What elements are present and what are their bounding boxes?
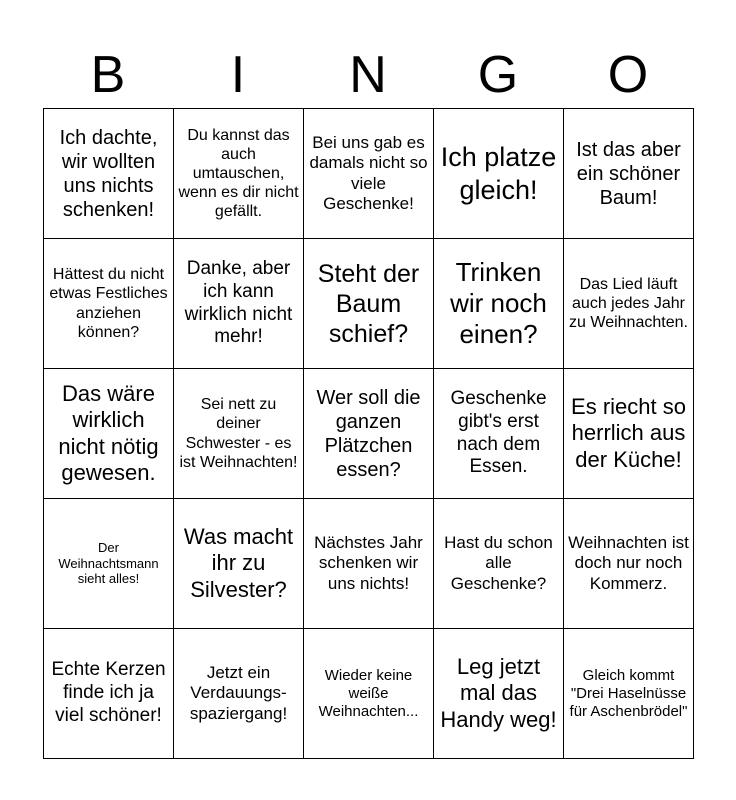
bingo-cell[interactable]: Das wäre wirklich nicht nötig gewesen. bbox=[44, 369, 174, 499]
header-letter-g: G bbox=[477, 46, 519, 104]
bingo-row bbox=[44, 369, 694, 499]
bingo-row bbox=[44, 499, 694, 629]
bingo-cell[interactable]: Ich dachte, wir wollten uns nichts schenken! bbox=[44, 109, 174, 239]
bingo-row bbox=[44, 109, 694, 239]
bingo-cell[interactable]: Echte Kerzen finde ich ja viel schöner! bbox=[44, 629, 174, 759]
bingo-cell[interactable]: Leg jetzt mal das Handy weg! bbox=[434, 629, 564, 759]
header-letter-i: I bbox=[230, 46, 246, 104]
bingo-cell[interactable]: Du kannst das auch umtauschen, wenn es dir nicht gefällt. bbox=[174, 109, 304, 239]
bingo-cell[interactable]: Sei nett zu deiner Schwester - es ist Weihnachten! bbox=[174, 369, 304, 499]
bingo-cell[interactable]: Es riecht so herrlich aus der Küche! bbox=[564, 369, 694, 499]
header-letter-o: O bbox=[607, 46, 649, 104]
bingo-cell[interactable]: Hast du schon alle Geschenke? bbox=[434, 499, 564, 629]
header-letter-b: B bbox=[90, 46, 126, 104]
bingo-cell[interactable]: Steht der Baum schief? bbox=[304, 239, 434, 369]
header-letter-n: N bbox=[349, 46, 387, 104]
bingo-cell[interactable]: Was macht ihr zu Silvester? bbox=[174, 499, 304, 629]
bingo-cell[interactable]: Gleich kommt "Drei Haselnüsse für Aschenbrödel" bbox=[564, 629, 694, 759]
bingo-cell[interactable]: Hättest du nicht etwas Festliches anziehen können? bbox=[44, 239, 174, 369]
bingo-row bbox=[44, 239, 694, 369]
bingo-cell[interactable]: Nächstes Jahr schenken wir uns nichts! bbox=[304, 499, 434, 629]
bingo-cell[interactable]: Trinken wir noch einen? bbox=[434, 239, 564, 369]
bingo-cell[interactable]: Jetzt ein Verdauungs-spaziergang! bbox=[174, 629, 304, 759]
bingo-cell[interactable]: Der Weihnachtsmann sieht alles! bbox=[44, 499, 174, 629]
bingo-cell[interactable]: Wieder keine weiße Weihnachten... bbox=[304, 629, 434, 759]
bingo-cell[interactable]: Danke, aber ich kann wirklich nicht mehr! bbox=[174, 239, 304, 369]
bingo-row bbox=[44, 629, 694, 759]
bingo-cell[interactable]: Wer soll die ganzen Plätzchen essen? bbox=[304, 369, 434, 499]
bingo-header bbox=[43, 42, 693, 108]
bingo-cell[interactable]: Geschenke gibt's erst nach dem Essen. bbox=[434, 369, 564, 499]
bingo-cell[interactable]: Das Lied läuft auch jedes Jahr zu Weihnachten. bbox=[564, 239, 694, 369]
bingo-grid bbox=[43, 108, 694, 759]
bingo-cell[interactable]: Ich platze gleich! bbox=[434, 109, 564, 239]
bingo-cell[interactable]: Weihnachten ist doch nur noch Kommerz. bbox=[564, 499, 694, 629]
bingo-cell[interactable]: Bei uns gab es damals nicht so viele Geschenke! bbox=[304, 109, 434, 239]
bingo-cell[interactable]: Ist das aber ein schöner Baum! bbox=[564, 109, 694, 239]
